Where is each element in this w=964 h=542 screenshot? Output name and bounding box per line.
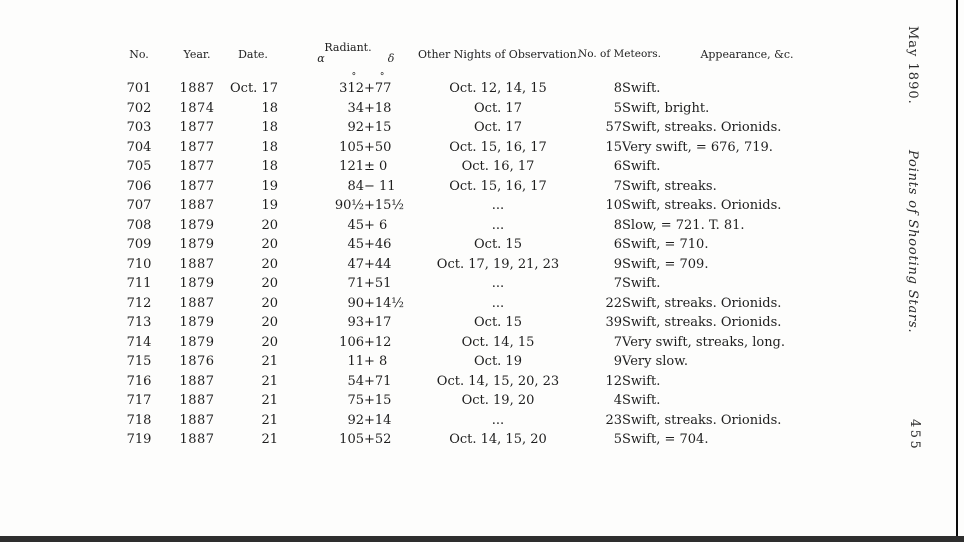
cell-radiant-dec: +12 — [364, 334, 392, 350]
cell-date: 18 — [261, 120, 278, 135]
cell-year: 1887 — [179, 295, 215, 311]
cell-radiant-dec: +52 — [364, 432, 392, 447]
cell-meteor-count: 7 — [613, 276, 622, 291]
cell-appearance: Swift, streaks. Orionids. — [622, 315, 782, 330]
cell-other-nights: Oct. 14, 15, 20, 23 — [436, 373, 560, 389]
page-edge-rule — [956, 0, 958, 542]
cell-year: 1876 — [179, 354, 215, 369]
cell-no: 703 — [126, 120, 152, 135]
cell-meteor-count: 8 — [613, 217, 622, 233]
table-row — [112, 313, 872, 333]
cell-no: 711 — [126, 276, 152, 291]
table-row — [112, 196, 872, 216]
cell-no: 702 — [126, 100, 152, 116]
cell-appearance: Swift, bright. — [622, 100, 710, 116]
cell-year: 1877 — [179, 139, 215, 155]
cell-radiant-ra: 92 — [347, 412, 364, 428]
cell-date: 20 — [261, 315, 278, 330]
cell-other-nights: Oct. 15, 16, 17 — [449, 139, 547, 155]
cell-date: 20 — [261, 334, 278, 350]
cell-year: 1877 — [179, 178, 215, 194]
cell-appearance: Very swift, = 676, 719. — [622, 139, 773, 155]
cell-radiant-ra: 47 — [347, 256, 364, 272]
observations-table — [112, 42, 872, 450]
cell-no: 705 — [126, 159, 152, 174]
cell-radiant-ra: ° 312 — [339, 72, 364, 96]
cell-other-nights: Oct. 19, 20 — [461, 393, 535, 408]
cell-meteor-count: 8 — [613, 81, 622, 96]
col-header-other-nights: Other Nights of Observation. — [418, 48, 581, 61]
table-row — [112, 138, 872, 158]
cell-meteor-count: 7 — [613, 178, 622, 194]
cell-radiant-ra: 92 — [347, 120, 364, 135]
table-row — [112, 67, 872, 99]
cell-date: 20 — [261, 295, 278, 311]
cell-date: 21 — [261, 373, 278, 389]
col-header-radiant: Radiant. — [324, 41, 372, 54]
cell-appearance: Swift, streaks. Orionids. — [622, 412, 782, 428]
cell-date: 21 — [261, 354, 278, 369]
cell-date: 21 — [261, 432, 278, 447]
table-row — [112, 411, 872, 431]
cell-other-nights: Oct. 17 — [474, 100, 522, 116]
cell-date: 20 — [261, 256, 278, 272]
cell-other-nights: Oct. 15 — [474, 237, 522, 252]
cell-year: 1879 — [179, 315, 215, 330]
cell-radiant-ra: 45 — [347, 217, 364, 233]
cell-no: 704 — [126, 139, 152, 155]
cell-year: 1887 — [179, 432, 215, 447]
cell-radiant-ra: 105 — [339, 139, 364, 155]
table-row — [112, 216, 872, 236]
cell-meteor-count: 9 — [613, 354, 622, 369]
cell-appearance: Swift, = 710. — [622, 237, 709, 252]
cell-radiant-dec: ± 0 — [364, 159, 388, 174]
cell-radiant-dec: + 8 — [364, 354, 388, 369]
table-header — [112, 42, 872, 67]
cell-no: 710 — [126, 256, 152, 272]
cell-date: 21 — [261, 393, 278, 408]
cell-radiant-ra: 90½ — [334, 198, 364, 213]
cell-radiant-dec: +46 — [364, 237, 392, 252]
cell-other-nights: ... — [491, 217, 505, 233]
col-header-delta: δ — [387, 52, 395, 65]
cell-meteor-count: 57 — [605, 120, 622, 135]
margin-running-title: Points of Shooting Stars. — [905, 150, 920, 334]
cell-date: 18 — [261, 100, 278, 116]
cell-appearance: Swift. — [622, 373, 661, 389]
margin-page-number: 455 — [907, 419, 922, 452]
cell-appearance: Swift. — [622, 276, 661, 291]
table-row — [112, 157, 872, 177]
cell-other-nights: ... — [491, 276, 505, 291]
cell-date: 19 — [261, 198, 278, 213]
table-row — [112, 372, 872, 392]
cell-radiant-dec: +44 — [364, 256, 392, 272]
col-header-appearance: Appearance, &c. — [700, 48, 794, 61]
cell-appearance: Swift, streaks. Orionids. — [622, 198, 782, 213]
table-row — [112, 274, 872, 294]
col-header-date: Date. — [238, 48, 268, 61]
cell-radiant-dec: +71 — [364, 373, 392, 389]
cell-radiant-ra: 121 — [339, 159, 364, 174]
cell-radiant-dec: +50 — [364, 139, 392, 155]
cell-year: 1887 — [179, 373, 215, 389]
cell-year: 1887 — [179, 412, 215, 428]
cell-radiant-ra: 75 — [347, 393, 364, 408]
cell-year: 1879 — [179, 237, 215, 252]
cell-year: 1877 — [179, 120, 215, 135]
cell-no: 714 — [126, 334, 152, 350]
cell-radiant-ra: 106 — [339, 334, 364, 350]
table-row — [112, 430, 872, 450]
cell-meteor-count: 39 — [605, 315, 622, 330]
cell-no: 713 — [126, 315, 152, 330]
cell-appearance: Very swift, streaks, long. — [622, 334, 786, 350]
table-row — [112, 255, 872, 275]
cell-year: 1887 — [179, 393, 215, 408]
cell-radiant-ra: 54 — [347, 373, 364, 389]
cell-radiant-dec: − 11 — [364, 178, 396, 194]
cell-no: 719 — [126, 432, 152, 447]
cell-no: 715 — [126, 354, 152, 369]
cell-year: 1887 — [179, 256, 215, 272]
cell-meteor-count: 15 — [605, 139, 622, 155]
cell-year: 1879 — [179, 334, 215, 350]
cell-year: 1887 — [179, 198, 215, 213]
col-header-year: Year. — [183, 48, 211, 61]
cell-radiant-dec: ° +77 — [364, 72, 392, 96]
cell-date: 18 — [261, 159, 278, 174]
cell-date: 21 — [261, 412, 278, 428]
cell-radiant-ra: 90 — [347, 295, 364, 311]
cell-meteor-count: 7 — [613, 334, 622, 350]
cell-appearance: Swift, = 704. — [622, 432, 709, 447]
cell-other-nights: Oct. 19 — [474, 354, 522, 369]
cell-appearance: Swift, streaks. — [622, 178, 717, 194]
cell-appearance: Swift. — [622, 159, 661, 174]
cell-date: 20 — [261, 276, 278, 291]
cell-no: 701 — [126, 81, 152, 96]
cell-appearance: Swift, streaks. Orionids. — [622, 120, 782, 135]
cell-year: 1887 — [179, 81, 215, 96]
table-row — [112, 235, 872, 255]
cell-no: 708 — [126, 217, 152, 233]
cell-no: 717 — [126, 393, 152, 408]
cell-meteor-count: 5 — [613, 432, 622, 447]
cell-other-nights: Oct. 14, 15, 20 — [449, 432, 547, 447]
cell-no: 716 — [126, 373, 152, 389]
cell-date: 19 — [261, 178, 278, 194]
cell-radiant-dec: +18 — [364, 100, 392, 116]
cell-other-nights: Oct. 17 — [474, 120, 522, 135]
cell-other-nights: Oct. 12, 14, 15 — [449, 81, 547, 96]
cell-date: 18 — [261, 139, 278, 155]
cell-radiant-dec: +14½ — [364, 295, 405, 311]
cell-date: 20 — [261, 217, 278, 233]
cell-radiant-ra: 84 — [347, 178, 364, 194]
cell-appearance: Swift, streaks. Orionids. — [622, 295, 782, 311]
scan-bottom-border — [0, 536, 964, 542]
cell-meteor-count: 22 — [605, 295, 622, 311]
cell-radiant-ra: 45 — [347, 237, 364, 252]
cell-appearance: Swift. — [622, 393, 661, 408]
cell-other-nights: Oct. 15, 16, 17 — [449, 178, 547, 194]
cell-radiant-ra: 11 — [347, 354, 364, 369]
table-row — [112, 177, 872, 197]
margin-issue-date: May 1890. — [905, 26, 920, 105]
cell-other-nights: ... — [491, 295, 505, 311]
cell-radiant-ra: 93 — [347, 315, 364, 330]
cell-no: 712 — [126, 295, 152, 311]
cell-year: 1879 — [179, 217, 215, 233]
cell-year: 1879 — [179, 276, 215, 291]
table-row — [112, 118, 872, 138]
table-row — [112, 99, 872, 119]
table-row — [112, 391, 872, 411]
cell-other-nights: Oct. 15 — [474, 315, 522, 330]
cell-year: 1877 — [179, 159, 215, 174]
col-header-meteor-count: No. of Meteors. — [578, 48, 662, 60]
cell-appearance: Swift. — [622, 81, 661, 96]
cell-radiant-dec: +14 — [364, 412, 392, 428]
table-row — [112, 294, 872, 314]
cell-no: 706 — [126, 178, 152, 194]
cell-radiant-dec: +51 — [364, 276, 392, 291]
cell-radiant-dec: +17 — [364, 315, 392, 330]
col-header-no: No. — [129, 48, 149, 61]
cell-meteor-count: 6 — [613, 237, 622, 252]
cell-radiant-dec: +15 — [364, 120, 392, 135]
cell-meteor-count: 4 — [613, 393, 622, 408]
cell-appearance: Slow, = 721. T. 81. — [622, 217, 745, 233]
table-row — [112, 352, 872, 372]
cell-meteor-count: 5 — [613, 100, 622, 116]
cell-meteor-count: 12 — [605, 373, 622, 389]
cell-radiant-dec: +15½ — [364, 198, 405, 213]
cell-date: 20 — [261, 237, 278, 252]
cell-meteor-count: 23 — [605, 412, 622, 428]
cell-no: 718 — [126, 412, 152, 428]
cell-other-nights: Oct. 16, 17 — [461, 159, 535, 174]
cell-meteor-count: 6 — [613, 159, 622, 174]
cell-appearance: Very slow. — [622, 354, 688, 369]
cell-radiant-ra: 105 — [339, 432, 364, 447]
cell-radiant-ra: 71 — [347, 276, 364, 291]
cell-no: 707 — [126, 198, 152, 213]
table-body — [112, 67, 872, 450]
cell-meteor-count: 9 — [613, 256, 622, 272]
cell-other-nights: ... — [491, 412, 505, 428]
cell-year: 1874 — [179, 100, 215, 116]
cell-other-nights: Oct. 14, 15 — [461, 334, 535, 350]
cell-meteor-count: 10 — [605, 198, 622, 213]
table-row — [112, 333, 872, 353]
cell-date: Oct. 17 — [230, 81, 278, 96]
cell-other-nights: Oct. 17, 19, 21, 23 — [436, 256, 560, 272]
cell-radiant-ra: 34 — [347, 100, 364, 116]
degree-mark: ° — [351, 72, 357, 82]
cell-radiant-dec: +15 — [364, 393, 392, 408]
cell-appearance: Swift, = 709. — [622, 256, 709, 272]
cell-no: 709 — [126, 237, 152, 252]
cell-radiant-dec: + 6 — [364, 217, 388, 233]
cell-other-nights: ... — [491, 198, 505, 213]
degree-mark: ° — [379, 72, 385, 82]
col-header-alpha: α — [317, 52, 325, 65]
